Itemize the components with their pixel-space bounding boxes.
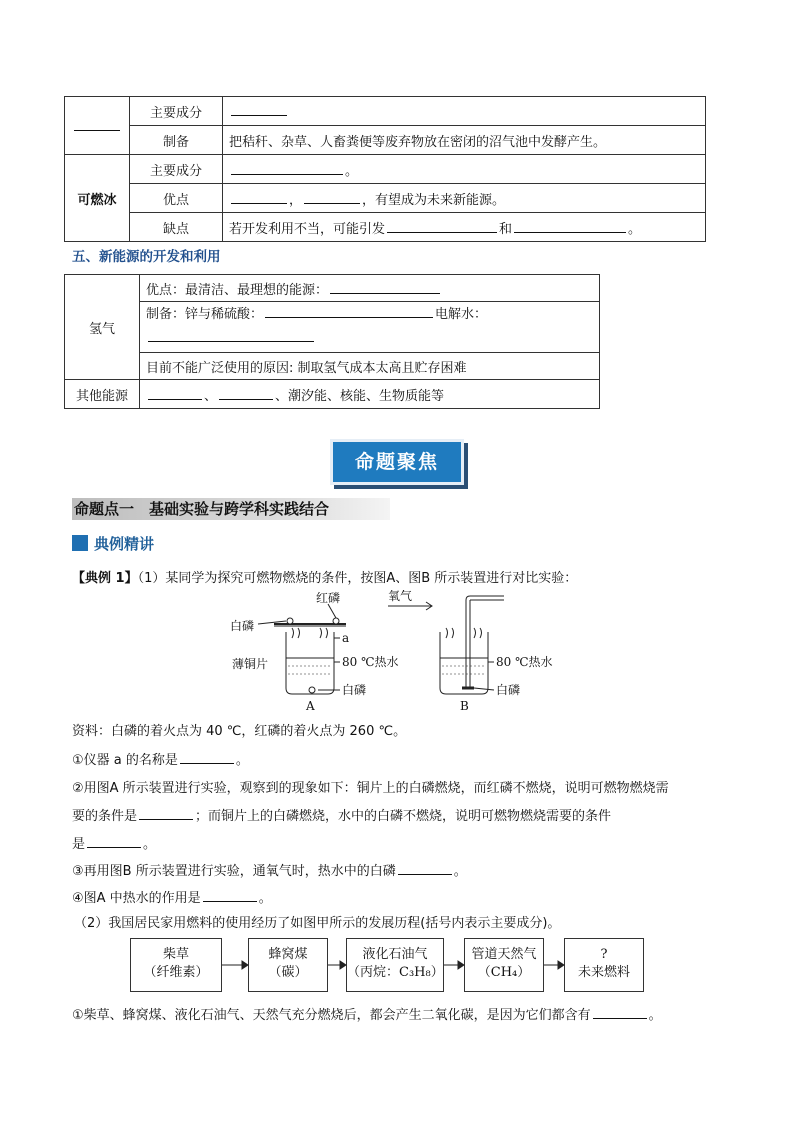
question-2-line1: ②用图A 所示装置进行实验，观察到的现象如下：铜片上的白磷燃烧，而红磷不燃烧，说明可燃物燃烧需: [72, 781, 669, 796]
row-content: 制备：锌与稀硫酸： 电解水：: [140, 302, 600, 353]
flow-box: 管道天然气 （CH₄）: [464, 938, 544, 992]
apparatus-figure: [228, 590, 568, 716]
row-content: 、 、潮汐能、核能、生物质能等: [140, 380, 600, 409]
row-content: [223, 97, 706, 126]
row-content: 优点：最清洁、最理想的能源：: [140, 275, 600, 302]
topic-heading: 命题点一 基础实验与跨学科实践结合: [72, 498, 390, 520]
flow-box: 蜂窝煤 （碳）: [248, 938, 328, 992]
part-2-intro: （2）我国居民家用燃料的使用经历了如图甲所示的发展历程(括号内表示主要成分)。: [74, 916, 561, 931]
table-row: [65, 97, 706, 126]
label-white-phosphorus: 白磷: [230, 619, 255, 633]
label-red-phosphorus: 红磷: [316, 591, 341, 605]
flow-box: 液化石油气 （丙烷：C₃H₈）: [346, 938, 444, 992]
section-title: 五、新能源的开发和利用: [72, 249, 221, 265]
row-content: 若开发利用不当，可能引发 和 。: [223, 213, 706, 242]
row-label: 主要成分: [130, 97, 223, 126]
label-a: a: [342, 631, 350, 645]
example-intro: 【典例 1】（1）某同学为探究可燃物燃烧的条件，按图A、图B 所示装置进行对比实验：: [72, 571, 578, 586]
question-1: ①仪器 a 的名称是 。: [72, 749, 249, 768]
table-row: [65, 126, 706, 155]
label-hot-water-a: 80 ℃热水: [342, 655, 399, 669]
row-label: 缺点: [130, 213, 223, 242]
arrow-right-icon: [340, 961, 346, 969]
table-row: [65, 213, 706, 242]
row-content: ， ，有望成为未来新能源。: [223, 184, 706, 213]
table-row: [65, 184, 706, 213]
label-white-phosphorus-a: 白磷: [342, 683, 367, 697]
fuel-table: [64, 96, 706, 242]
row-content: 目前不能广泛使用的原因: 制取氢气成本太高且贮存困难: [140, 353, 600, 380]
square-icon: [72, 535, 88, 551]
table-row: [65, 380, 600, 409]
question-3: ③再用图B 所示装置进行实验，通氧气时，热水中的白磷 。: [72, 860, 467, 879]
group-cell: [65, 97, 130, 155]
label-white-phosphorus-b: 白磷: [496, 683, 521, 697]
other-label: 其他能源: [65, 380, 140, 409]
flow-box: 柴草 （纤维素）: [130, 938, 222, 992]
row-label: 优点: [130, 184, 223, 213]
label-hot-water-b: 80 ℃热水: [496, 655, 553, 669]
hydrogen-label: 氢气: [65, 275, 140, 380]
row-label: 制备: [130, 126, 223, 155]
question-5: ①柴草、蜂窝煤、液化石油气、天然气充分燃烧后，都会产生二氧化碳，是因为它们都含有 。: [72, 1004, 662, 1023]
table-row: [65, 155, 706, 184]
arrow-right-icon: [458, 961, 464, 969]
question-2-line3: 是 。: [72, 833, 156, 852]
label-oxygen: 氧气: [388, 590, 413, 603]
info-text: 资料：白磷的着火点为 40 ℃，红磷的着火点为 260 ℃。: [72, 724, 407, 739]
section-banner: 命题聚焦: [330, 439, 464, 485]
group-cell: 可燃冰: [65, 155, 130, 242]
flow-arrows: [0, 958, 794, 972]
label-figure-a: A: [306, 699, 315, 713]
arrow-right-icon: [242, 961, 248, 969]
arrow-right-icon: [558, 961, 564, 969]
row-content: 把秸秆、杂草、人畜粪便等废弃物放在密闭的沼气池中发酵产生。: [223, 126, 706, 155]
label-figure-b: B: [460, 699, 469, 713]
flow-box: ? 未来燃料: [564, 938, 644, 992]
example-heading: 典例精讲: [72, 533, 154, 554]
row-content: 。: [223, 155, 706, 184]
table-row: [65, 353, 600, 380]
question-4: ④图A 中热水的作用是 。: [72, 887, 272, 906]
question-2-line2: 要的条件是 ；而铜片上的白磷燃烧，水中的白磷不燃烧，说明可燃物燃烧需要的条件: [72, 805, 611, 824]
label-copper-sheet: 薄铜片: [232, 657, 269, 671]
table-row: [65, 275, 600, 302]
row-label: 主要成分: [130, 155, 223, 184]
table-row: [65, 302, 600, 353]
new-energy-table: [64, 274, 600, 409]
